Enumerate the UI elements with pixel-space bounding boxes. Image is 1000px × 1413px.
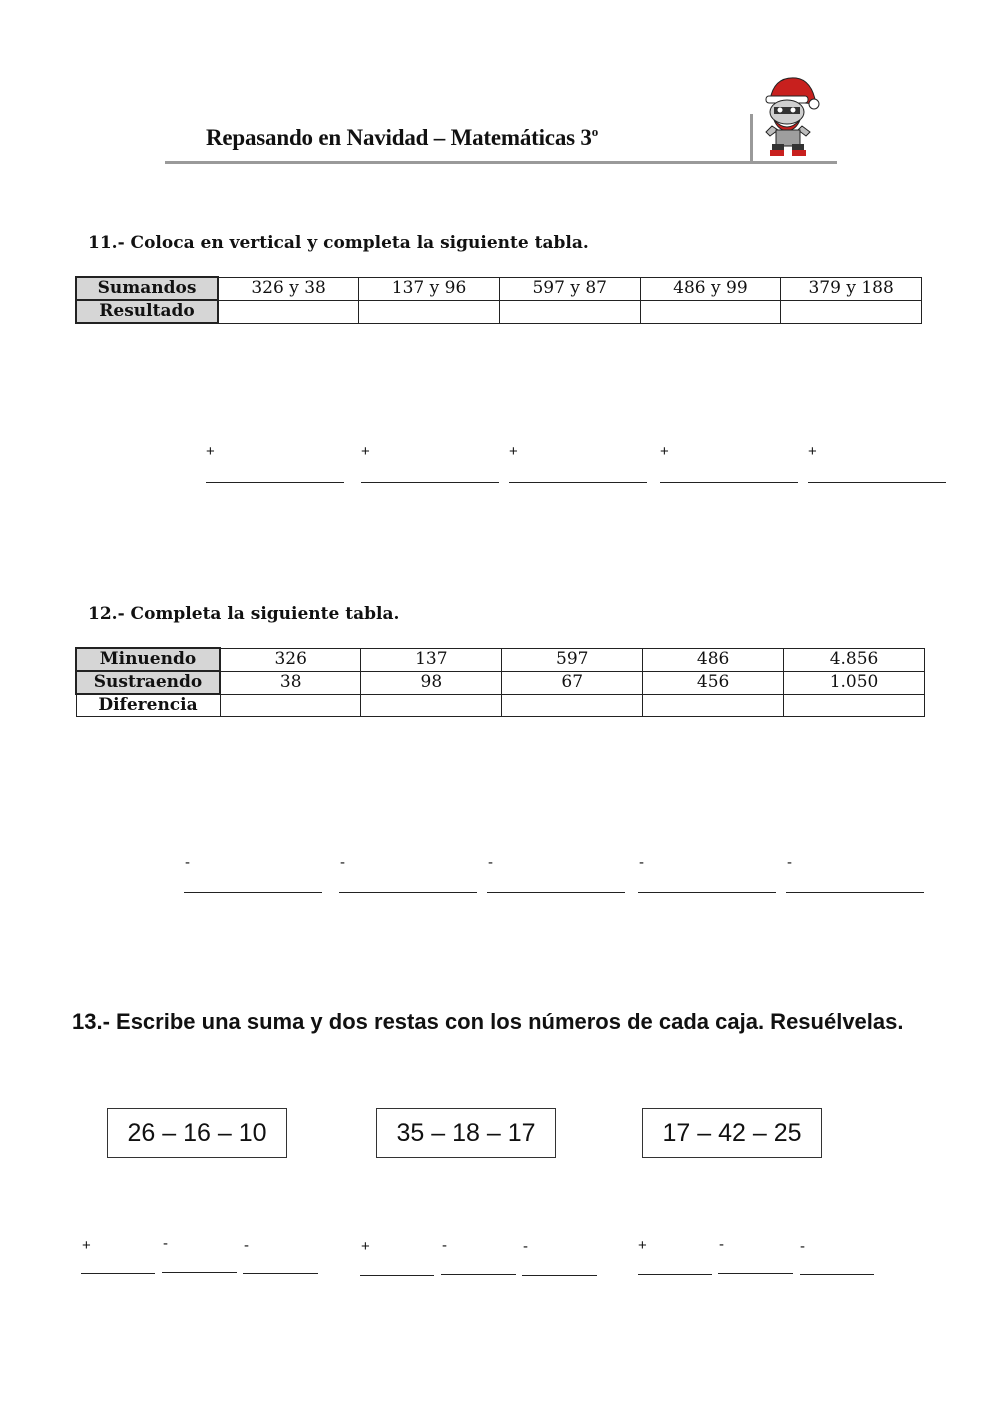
answer-line[interactable] <box>638 892 776 893</box>
number-box: 26 – 16 – 10 <box>107 1108 287 1158</box>
answer-line[interactable] <box>243 1273 318 1274</box>
minuendo-cell: 137 <box>361 648 502 671</box>
answer-line[interactable] <box>522 1275 597 1276</box>
row-label-diferencia: Diferencia <box>76 694 220 717</box>
answer-line[interactable] <box>718 1273 793 1274</box>
diferencia-cell[interactable] <box>361 694 502 717</box>
sumandos-cell: 137 y 96 <box>359 277 500 300</box>
plus-sign: + <box>660 443 669 460</box>
plus-sign: + <box>361 443 370 460</box>
table-row <box>76 671 925 694</box>
minuendo-cell: 4.856 <box>784 648 925 671</box>
subtractions-table <box>75 647 925 717</box>
minus-sign: - <box>639 854 644 871</box>
answer-line[interactable] <box>638 1274 712 1275</box>
minus-sign: - <box>442 1237 447 1254</box>
q11-title: 11.- Coloca en vertical y completa la siguiente tabla. <box>88 233 589 253</box>
resultado-cell[interactable] <box>640 300 781 323</box>
sumandos-cell: 597 y 87 <box>499 277 640 300</box>
sustraendo-cell: 38 <box>220 671 361 694</box>
row-label-sumandos: Sumandos <box>76 277 218 300</box>
santa-claus-icon <box>756 70 820 158</box>
table-row <box>76 648 925 671</box>
sustraendo-cell: 456 <box>643 671 784 694</box>
sumandos-cell: 326 y 38 <box>218 277 359 300</box>
answer-line[interactable] <box>81 1273 155 1274</box>
resultado-cell[interactable] <box>781 300 922 323</box>
sums-table <box>75 276 922 324</box>
answer-line[interactable] <box>184 892 322 893</box>
number-box: 17 – 42 – 25 <box>642 1108 822 1158</box>
title-superscript: o <box>591 124 599 139</box>
answer-line[interactable] <box>339 892 477 893</box>
sumandos-cell: 486 y 99 <box>640 277 781 300</box>
plus-sign: + <box>361 1238 370 1255</box>
plus-sign: + <box>808 443 817 460</box>
minus-sign: - <box>488 854 493 871</box>
minus-sign: - <box>244 1237 249 1254</box>
plus-sign: + <box>509 443 518 460</box>
header-divider <box>165 161 837 164</box>
header-vertical-divider <box>750 114 753 164</box>
plus-sign: + <box>82 1237 91 1254</box>
minus-sign: - <box>523 1238 528 1255</box>
minus-sign: - <box>185 854 190 871</box>
plus-sign: + <box>638 1237 647 1254</box>
sustraendo-cell: 1.050 <box>784 671 925 694</box>
minuendo-cell: 326 <box>220 648 361 671</box>
q12-title: 12.- Completa la siguiente tabla. <box>88 604 400 624</box>
row-label-resultado: Resultado <box>76 300 218 323</box>
resultado-cell[interactable] <box>359 300 500 323</box>
sumandos-cell: 379 y 188 <box>781 277 922 300</box>
number-box: 35 – 18 – 17 <box>376 1108 556 1158</box>
answer-line[interactable] <box>360 1275 434 1276</box>
plus-sign: + <box>206 443 215 460</box>
diferencia-cell[interactable] <box>784 694 925 717</box>
answer-line[interactable] <box>361 482 499 483</box>
answer-line[interactable] <box>786 892 924 893</box>
table-row <box>76 300 922 323</box>
answer-line[interactable] <box>660 482 798 483</box>
sustraendo-cell: 67 <box>502 671 643 694</box>
answer-line[interactable] <box>800 1274 874 1275</box>
answer-line[interactable] <box>487 892 625 893</box>
answer-line[interactable] <box>162 1272 237 1273</box>
page-title: Repasando en Navidad – Matemáticas 3$^o$ <box>206 124 599 150</box>
answer-line[interactable] <box>441 1274 516 1275</box>
row-label-sustraendo: Sustraendo <box>76 671 220 694</box>
minuendo-cell: 597 <box>502 648 643 671</box>
resultado-cell[interactable] <box>499 300 640 323</box>
diferencia-cell[interactable] <box>220 694 361 717</box>
minus-sign: - <box>800 1238 805 1255</box>
row-label-minuendo: Minuendo <box>76 648 220 671</box>
minus-sign: - <box>787 854 792 871</box>
minus-sign: - <box>340 854 345 871</box>
table-row <box>76 277 922 300</box>
answer-line[interactable] <box>509 482 647 483</box>
diferencia-cell[interactable] <box>643 694 784 717</box>
minuendo-cell: 486 <box>643 648 784 671</box>
answer-line[interactable] <box>808 482 946 483</box>
answer-line[interactable] <box>206 482 344 483</box>
minus-sign: - <box>163 1235 168 1252</box>
table-row <box>76 694 925 717</box>
minus-sign: - <box>719 1236 724 1253</box>
q13-title: 13.- Escribe una suma y dos restas con los números de cada caja. Resuélvelas. <box>72 1009 904 1034</box>
resultado-cell[interactable] <box>218 300 359 323</box>
sustraendo-cell: 98 <box>361 671 502 694</box>
diferencia-cell[interactable] <box>502 694 643 717</box>
